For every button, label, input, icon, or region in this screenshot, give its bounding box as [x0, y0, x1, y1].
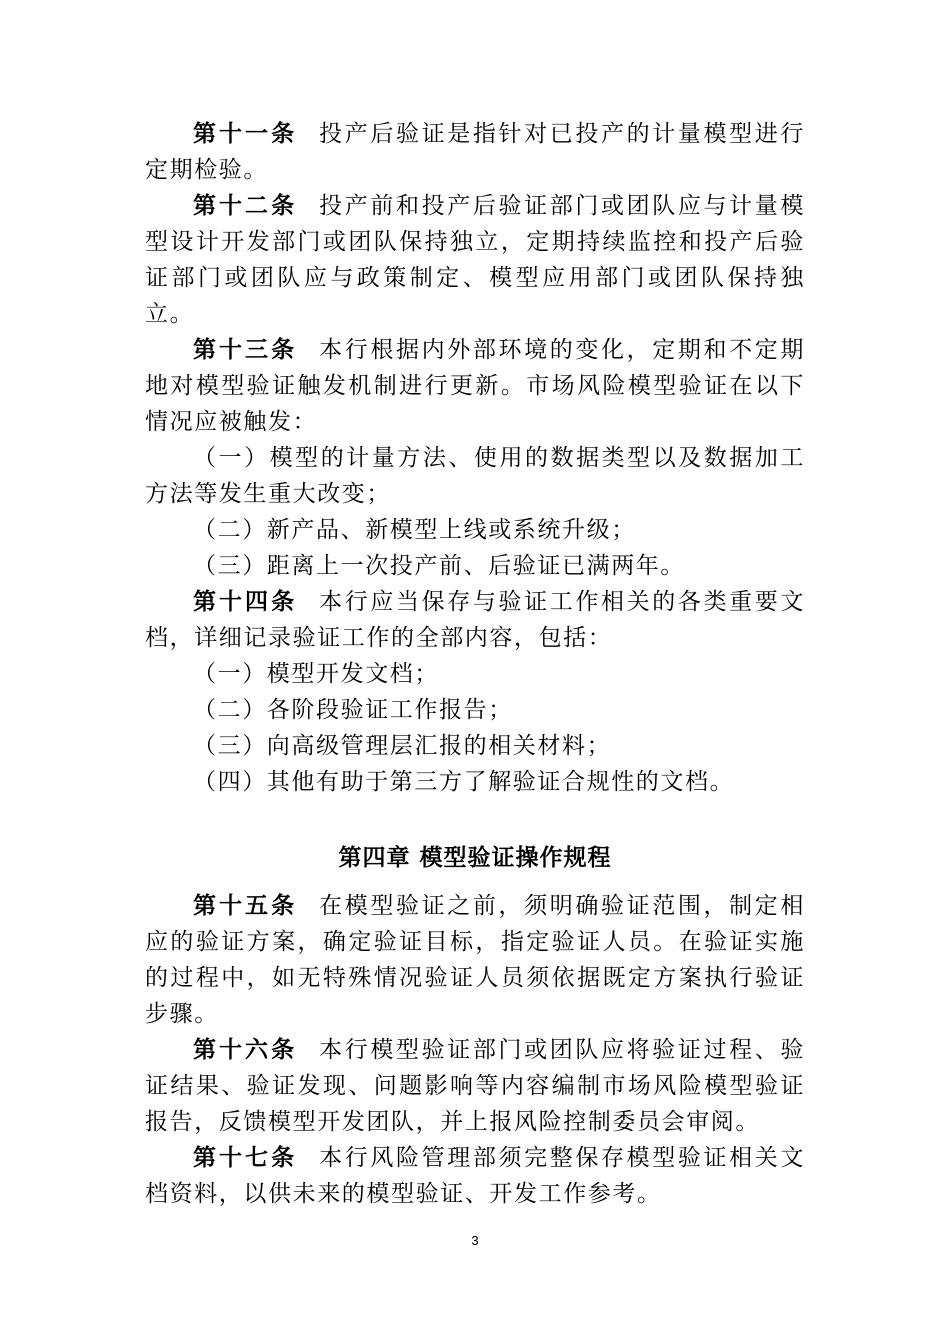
article-title: 第十三条: [193, 336, 298, 363]
article-title: 第十一条: [193, 120, 298, 147]
article-text: 本行模型验证部门或团队应将验证过程、验证结果、验证发现、问题影响等内容编制市场风险模型验证报告，反馈模型开发团队，并上报风险控制委员会审阅。: [145, 1037, 805, 1135]
article-title: 第十六条: [193, 1036, 298, 1063]
chapter-heading: 第四章 模型验证操作规程: [338, 844, 612, 871]
article-title: 第十七条: [193, 1144, 298, 1171]
article-title: 第十二条: [193, 192, 298, 219]
article-text: 本行应当保存与验证工作相关的各类重要文档，详细记录验证工作的全部内容，包括：: [145, 589, 805, 651]
article-16: [145, 1032, 805, 1140]
article-text: 本行风险管理部须完整保存模型验证相关文档资料，以供未来的模型验证、开发工作参考。: [145, 1145, 805, 1207]
list-item: （一）模型的计量方法、使用的数据类型以及数据加工方法等发生重大改变；: [145, 445, 805, 507]
article-text: 本行根据内外部环境的变化，定期和不定期地对模型验证触发机制进行更新。市场风险模型验证在以下情况应被触发：: [145, 337, 805, 435]
list-item: （四）其他有助于第三方了解验证合规性的文档。: [193, 769, 735, 795]
article-17: [145, 1140, 805, 1212]
list-item: （一）模型开发文档；: [193, 661, 439, 687]
article-text: 在模型验证之前，须明确验证范围，制定相应的验证方案，确定验证目标，指定验证人员。在验证实施的过程中，如无特殊情况验证人员须依据既定方案执行验证步骤。: [145, 893, 805, 1027]
list-item: （二）各阶段验证工作报告；: [193, 697, 513, 723]
list-item: （二）新产品、新模型上线或系统升级；: [193, 517, 636, 543]
list-item: （三）向高级管理层汇报的相关材料；: [193, 733, 612, 759]
article-14: [145, 584, 805, 656]
document-body: [145, 116, 805, 1212]
article-title: 第十五条: [193, 892, 298, 919]
list-item: （三）距离上一次投产前、后验证已满两年。: [193, 553, 685, 579]
page-number: 3: [471, 1233, 479, 1248]
article-12: [145, 188, 805, 332]
article-15: [145, 888, 805, 1032]
article-text: 投产前和投产后验证部门或团队应与计量模型设计开发部门或团队保持独立，定期持续监控和投产后验证部门或团队应与政策制定、模型应用部门或团队保持独立。: [145, 193, 805, 327]
article-title: 第十四条: [193, 588, 298, 615]
article-11: [145, 116, 805, 188]
article-text: 投产后验证是指针对已投产的计量模型进行定期检验。: [145, 121, 805, 183]
article-13: [145, 332, 805, 440]
